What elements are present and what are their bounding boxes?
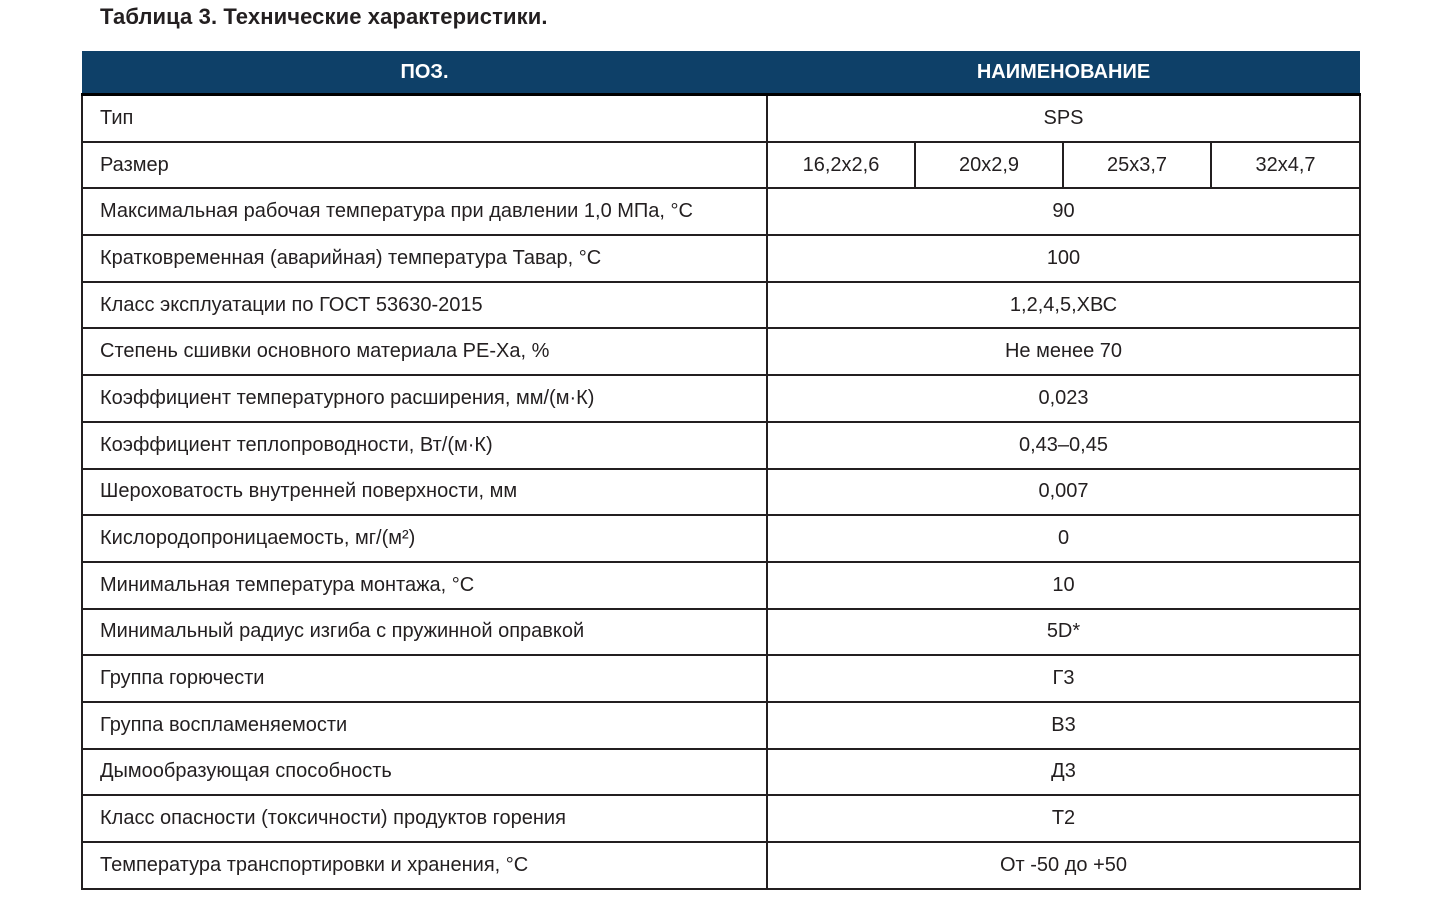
size-cell: 20x2,9 [915,142,1063,189]
param-cell: Класс опасности (токсичности) продуктов горения [82,795,767,842]
value-cell: 0,023 [767,375,1360,422]
table-row [82,142,1360,189]
param-cell: Группа воспламеняемости [82,702,767,749]
table-row [82,375,1360,422]
value-cell: 10 [767,562,1360,609]
value-cell: Д3 [767,749,1360,796]
value-cell: 0,007 [767,469,1360,516]
table-title: Таблица 3. Технические характеристики. [100,4,548,29]
table-row [82,515,1360,562]
size-cell: 25x3,7 [1063,142,1211,189]
value-cell: Т2 [767,795,1360,842]
param-cell: Кислородопроницаемость, мг/(м²) [82,515,767,562]
param-cell: Минимальный радиус изгиба с пружинной оправкой [82,609,767,656]
param-cell: Шероховатость внутренней поверхности, мм [82,469,767,516]
size-cell: 16,2x2,6 [767,142,915,189]
param-cell: Группа горючести [82,655,767,702]
table-header-row [82,51,1360,95]
value-cell: В3 [767,702,1360,749]
table-row [82,702,1360,749]
param-cell: Класс эксплуатации по ГОСТ 53630-2015 [82,282,767,329]
table-row [82,749,1360,796]
param-cell: Дымообразующая способность [82,749,767,796]
value-cell: 0 [767,515,1360,562]
param-cell: Коэффициент температурного расширения, мм/(м·К) [82,375,767,422]
param-cell: Коэффициент теплопроводности, Вт/(м·К) [82,422,767,469]
table-row [82,469,1360,516]
param-cell: Кратковременная (аварийная) температура Тавар, °С [82,235,767,282]
value-cell: SPS [767,95,1360,142]
table-row [82,842,1360,889]
value-cell: От -50 до +50 [767,842,1360,889]
value-cell: 5D* [767,609,1360,656]
table-row [82,282,1360,329]
value-cell: 1,2,4,5,ХВС [767,282,1360,329]
spec-table [81,51,1361,890]
table-row [82,655,1360,702]
value-cell: Г3 [767,655,1360,702]
table-row [82,235,1360,282]
header-name: НАИМЕНОВАНИЕ [767,51,1360,95]
value-cell: Не менее 70 [767,328,1360,375]
param-cell: Степень сшивки основного материала PE-Xa, % [82,328,767,375]
param-cell: Минимальная температура монтажа, °С [82,562,767,609]
table-row [82,328,1360,375]
param-cell: Температура транспортировки и хранения, °С [82,842,767,889]
table-row [82,795,1360,842]
header-pos: ПОЗ. [82,51,767,95]
param-cell: Тип [82,95,767,142]
size-cell: 32x4,7 [1211,142,1360,189]
param-cell: Максимальная рабочая температура при давлении 1,0 МПа, °С [82,188,767,235]
table-row [82,95,1360,142]
table-row [82,188,1360,235]
table-row [82,422,1360,469]
value-cell: 100 [767,235,1360,282]
value-cell: 0,43–0,45 [767,422,1360,469]
value-cell: 90 [767,188,1360,235]
param-cell: Размер [82,142,767,189]
table-row [82,562,1360,609]
table-row [82,609,1360,656]
